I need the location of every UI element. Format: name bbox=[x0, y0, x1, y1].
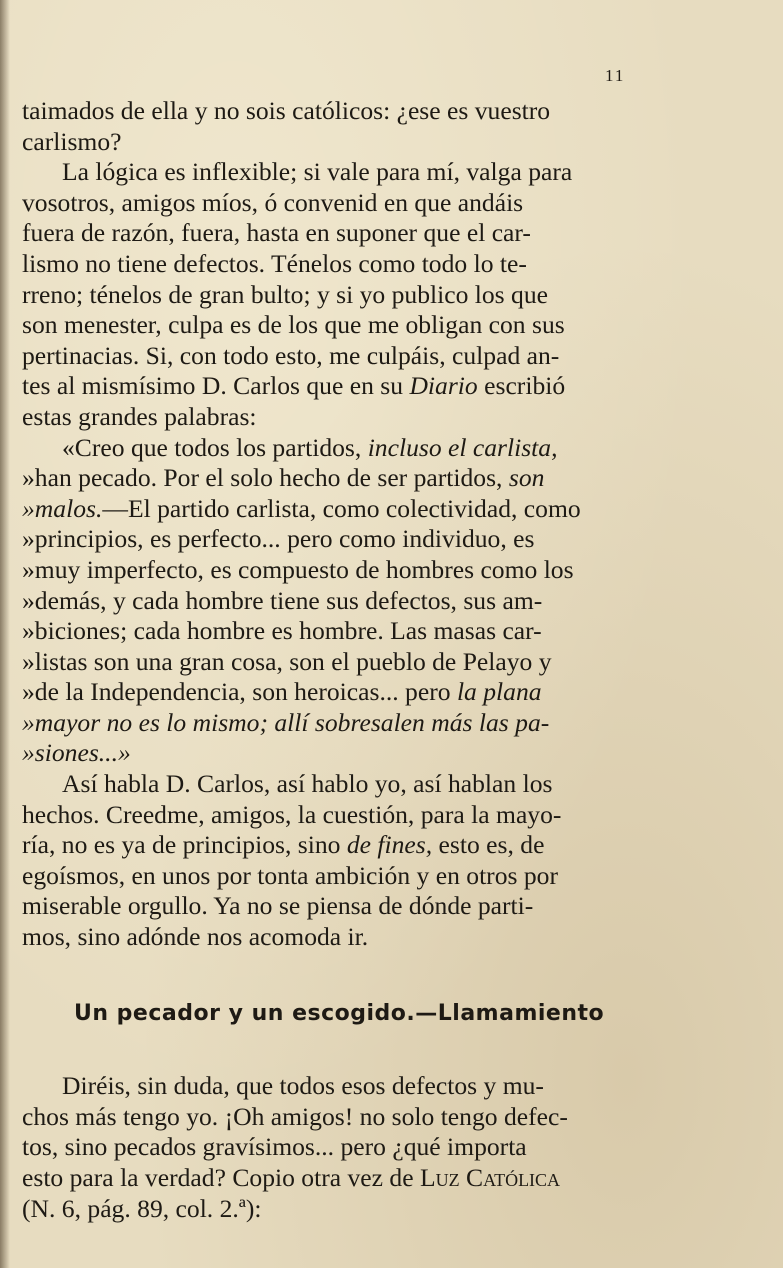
text-run: escribió bbox=[484, 371, 566, 401]
text-line: Así habla D. Carlos, así hablo yo, así hablan los bbox=[62, 769, 553, 799]
text-run: esto para la verdad? Copio otra vez de bbox=[22, 1163, 414, 1192]
text-line: Diréis, sin duda, que todos esos defectos y mu- bbox=[62, 1071, 544, 1101]
text-line: taimados de ella y no sois católicos: ¿ese es vuestro bbox=[22, 96, 551, 125]
quote-line bbox=[22, 677, 660, 708]
text-line: lismo no tiene defectos. Ténelos como todo lo te- bbox=[22, 248, 527, 278]
page-body bbox=[22, 68, 660, 1224]
section-heading: Un pecador y un escogido.—Llamamiento bbox=[74, 1000, 605, 1026]
quote-line bbox=[22, 433, 660, 464]
paragraph-carlos bbox=[22, 769, 660, 953]
text-run: »de la Independencia, son heroicas... pero bbox=[22, 677, 451, 707]
text-line: La lógica es inflexible; si vale para mí, valga para bbox=[62, 157, 573, 187]
quote-line bbox=[22, 494, 660, 525]
paragraph-sinner bbox=[22, 1071, 660, 1224]
text-line: estas grandes palabras: bbox=[22, 401, 257, 431]
text-line: vosotros, amigos míos, ó convenid en que andáis bbox=[22, 187, 524, 217]
italic-run: la plana bbox=[456, 677, 542, 707]
quote-line: »principios, es perfecto... pero como individuo, es bbox=[22, 524, 535, 554]
text-line: (N. 6, pág. 89, col. 2.ª): bbox=[22, 1193, 262, 1223]
quote-line: »siones...» bbox=[22, 738, 131, 768]
italic-title-diario: Diario bbox=[409, 371, 478, 401]
text-run: ría, no es ya de principios, sino bbox=[22, 830, 341, 860]
text-line: pertinacias. Si, con todo esto, me culpáis, culpad an- bbox=[22, 340, 560, 370]
quote-line: »muy imperfecto, es compuesto de hombres como los bbox=[22, 554, 574, 584]
text-line: fuera de razón, fuera, hasta en suponer que el car- bbox=[22, 218, 531, 248]
text-line: chos más tengo yo. ¡Oh amigos! no solo tengo defec- bbox=[22, 1101, 568, 1131]
quotation bbox=[22, 433, 660, 770]
text-line: carlismo? bbox=[22, 126, 122, 156]
quote-line: »biciones; cada hombre es hombre. Las masas car- bbox=[22, 616, 542, 646]
text-run: tes al mismísimo D. Carlos que en su bbox=[22, 371, 404, 401]
italic-run: son bbox=[508, 463, 545, 493]
quote-line: »listas son una gran cosa, son el pueblo de Pelayo y bbox=[22, 646, 552, 676]
text-run: »han pecado. Por el solo hecho de ser partidos, bbox=[22, 463, 503, 493]
quote-line: »mayor no es lo mismo; allí sobresalen más las pa- bbox=[22, 707, 550, 737]
text-run: esto es, de bbox=[438, 830, 545, 860]
text-line: tos, sino pecados gravísimos... pero ¿qué importa bbox=[22, 1132, 527, 1162]
text-line bbox=[22, 830, 660, 861]
publication-title: Luz Católica bbox=[419, 1163, 561, 1192]
page-number: 11 bbox=[605, 66, 626, 85]
paragraph-continuation bbox=[22, 96, 660, 157]
text-line bbox=[22, 371, 660, 402]
italic-run: incluso el carlista, bbox=[367, 432, 558, 462]
quote-line: »demás, y cada hombre tiene sus defectos, sus am- bbox=[22, 585, 543, 615]
text-line: rreno; ténelos de gran bulto; y si yo publico los que bbox=[22, 279, 548, 309]
text-line: egoísmos, en unos por tonta ambición y en otros por bbox=[22, 860, 558, 890]
italic-run: »malos. bbox=[22, 493, 103, 523]
text-line: hechos. Creedme, amigos, la cuestión, para la mayo- bbox=[22, 799, 562, 829]
text-run: «Creo que todos los partidos, bbox=[62, 432, 362, 462]
quote-line bbox=[22, 463, 660, 494]
text-line: son menester, culpa es de los que me obligan con sus bbox=[22, 310, 565, 340]
paragraph-logic bbox=[22, 157, 660, 432]
text-line: mos, sino adónde nos acomoda ir. bbox=[22, 922, 369, 952]
italic-run: de fines, bbox=[346, 830, 433, 860]
page-edge-shadow bbox=[0, 0, 10, 1268]
text-line: miserable orgullo. Ya no se piensa de dónde parti- bbox=[22, 891, 534, 921]
text-line bbox=[22, 1163, 660, 1194]
text-run: —El partido carlista, como colectividad, como bbox=[102, 493, 581, 523]
